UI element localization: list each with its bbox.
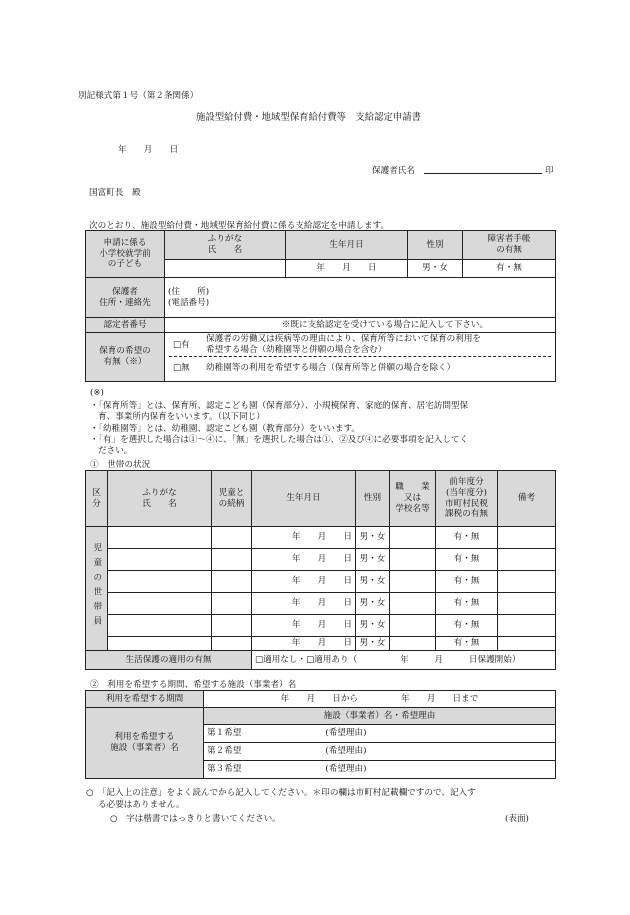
member-name-field[interactable]	[108, 593, 212, 615]
care-wish-yes-text-2: 希望する場合（幼稚園等と併願の場合を含む）	[206, 345, 387, 355]
relation-header: 児童と の続柄	[212, 471, 252, 527]
job-header: 職 業 又は 学校名等	[390, 471, 436, 527]
footer-note-2: ○ 字は楷書ではっきりと書いてください。	[110, 814, 281, 824]
child-name-field[interactable]	[165, 260, 286, 278]
table-row	[86, 549, 556, 571]
member-gender-header: 性別	[356, 471, 390, 527]
guardian-label: 保護者 住所・連絡先	[86, 278, 165, 318]
member-tax-field[interactable]: 有・無	[436, 615, 498, 637]
period-label: 利用を希望する期間	[86, 691, 204, 708]
child-birthdate-field[interactable]: 年 月 日	[286, 260, 408, 278]
household-heading: ① 世帯の状況	[90, 460, 151, 470]
remarks-header: 備考	[498, 471, 556, 527]
member-gender-field[interactable]: 男・女	[356, 615, 390, 637]
member-job-field[interactable]	[390, 637, 436, 651]
member-tax-field[interactable]: 有・無	[436, 549, 498, 571]
member-relation-field[interactable]	[212, 527, 252, 549]
member-birth-field[interactable]: 年 月 日	[252, 549, 356, 571]
facility-heading: ② 利用を希望する期間、希望する施設（事業者）名	[90, 680, 297, 690]
table-row	[86, 527, 556, 549]
member-job-field[interactable]	[390, 615, 436, 637]
member-remarks-field[interactable]	[498, 549, 556, 571]
footer-note-1a: ○ 「記入上の注意」をよく読んでから記入してください。＊印の欄は市町村記載欄ですので、記入す	[86, 788, 476, 798]
table-row	[86, 637, 556, 651]
member-birth-field[interactable]: 年 月 日	[252, 527, 356, 549]
member-name-field[interactable]	[108, 637, 212, 651]
cert-number-note[interactable]: ※既に支給認定を受けている場合に記入して下さい。	[165, 318, 556, 333]
division-header: 区 分	[86, 471, 108, 527]
note-3b: ださい。	[98, 446, 133, 456]
child-disability-field[interactable]: 有・無	[463, 260, 556, 278]
member-name-field[interactable]	[108, 549, 212, 571]
member-name-field[interactable]	[108, 527, 212, 549]
facility-choice-1[interactable]: 第１希望 (希望理由)	[204, 725, 556, 743]
table-row	[86, 571, 556, 593]
note-1a: ・「保育所等」とは、保育所、認定こども園（保育部分）、小規模保育、家庭的保育、居宅訪問型保	[90, 401, 469, 411]
member-name-header: ふりがな 氏 名	[108, 471, 212, 527]
member-remarks-field[interactable]	[498, 527, 556, 549]
member-gender-field[interactable]: 男・女	[356, 637, 390, 651]
member-remarks-field[interactable]	[498, 571, 556, 593]
member-birth-field[interactable]: 年 月 日	[252, 637, 356, 651]
member-birth-field[interactable]: 年 月 日	[252, 571, 356, 593]
gender-header: 性別	[408, 231, 463, 260]
member-name-field[interactable]	[108, 615, 212, 637]
addressee: 国富町長 殿	[89, 188, 141, 198]
member-label: 児童の世帯員	[86, 527, 108, 651]
member-job-field[interactable]	[390, 549, 436, 571]
member-tax-field[interactable]: 有・無	[436, 527, 498, 549]
member-job-field[interactable]	[390, 527, 436, 549]
period-field[interactable]: 年 月 日から 年 月 日まで	[204, 691, 556, 708]
member-relation-field[interactable]	[212, 637, 252, 651]
cert-number-label: 認定者番号	[86, 318, 165, 333]
member-tax-field[interactable]: 有・無	[436, 571, 498, 593]
intro-text: 次のとおり、施設型給付費・地域型保育給付費に係る支給認定を申請します。	[89, 221, 390, 231]
facility-table	[85, 690, 556, 779]
member-remarks-field[interactable]	[498, 615, 556, 637]
member-job-field[interactable]	[390, 593, 436, 615]
member-relation-field[interactable]	[212, 571, 252, 593]
note-1b: 育、事業所内保育をいいます。（以下同じ）	[98, 412, 265, 422]
care-wish-no-text: 幼稚園等の利用を希望する場合（保育所等と併願の場合を除く）	[206, 363, 456, 373]
disability-header: 障害者手帳 の有無	[463, 231, 556, 260]
member-gender-field[interactable]: 男・女	[356, 549, 390, 571]
applicant-table	[85, 230, 556, 382]
member-birth-header: 生年月日	[252, 471, 356, 527]
tax-header: 前年度分 (当年度分) 市町村民税 課税の有無	[436, 471, 498, 527]
member-gender-field[interactable]: 男・女	[356, 571, 390, 593]
care-wish-yes-text-1: 保護者の労働又は疾病等の理由により、保育所等において保育の利用を	[206, 334, 482, 344]
care-wish-label: 保育の希望の 有無（※）	[86, 333, 165, 382]
member-birth-field[interactable]: 年 月 日	[252, 593, 356, 615]
name-header: ふりがな 氏 名	[165, 231, 286, 260]
facility-header: 施設（事業者）名・希望理由	[204, 708, 556, 725]
care-wish-no-checkbox[interactable]: □無	[173, 363, 190, 373]
member-birth-field[interactable]: 年 月 日	[252, 615, 356, 637]
footer-note-1b: る必要はありません。	[98, 800, 185, 810]
guardian-name-field[interactable]	[424, 163, 542, 174]
member-gender-field[interactable]: 男・女	[356, 527, 390, 549]
member-name-field[interactable]	[108, 571, 212, 593]
page-side-label: (表面)	[505, 814, 529, 824]
facility-choice-3[interactable]: 第３希望 (希望理由)	[204, 761, 556, 779]
date-line: 年 月 日	[118, 145, 179, 155]
note-3a: ・「有」を選択した場合は①～④に、「無」を選択した場合は①、②及び④に必要事項を記入してく	[90, 435, 469, 445]
guardian-name-label: 保護者氏名	[372, 166, 415, 176]
seal-mark: 印	[545, 166, 554, 176]
child-label: 申請に係る 小学校就学前 の子ども	[86, 231, 165, 278]
welfare-label: 生活保護の適用の有無	[86, 651, 252, 670]
child-gender-field[interactable]: 男・女	[408, 260, 463, 278]
member-remarks-field[interactable]	[498, 637, 556, 651]
member-job-field[interactable]	[390, 571, 436, 593]
table-row	[86, 615, 556, 637]
care-wish-options	[165, 333, 556, 382]
member-remarks-field[interactable]	[498, 593, 556, 615]
page-title: 施設型給付費・地域型保育給付費等 支給認定申請書	[196, 112, 422, 123]
member-relation-field[interactable]	[212, 549, 252, 571]
member-tax-field[interactable]: 有・無	[436, 637, 498, 651]
notes-mark: (※)	[90, 388, 104, 398]
care-wish-yes-checkbox[interactable]: □有	[173, 340, 190, 350]
facility-choice-2[interactable]: 第２希望 (希望理由)	[204, 743, 556, 761]
table-row	[86, 593, 556, 615]
form-number: 別記様式第１号（第２条関係）	[78, 91, 199, 101]
member-tax-field[interactable]: 有・無	[436, 593, 498, 615]
member-gender-field[interactable]: 男・女	[356, 593, 390, 615]
household-table	[85, 470, 556, 670]
note-2: ・「幼稚園等」とは、幼稚園、認定こども園（教育部分）をいいます。	[90, 424, 361, 434]
facility-label: 利用を希望する 施設（事業者）名	[86, 708, 204, 779]
member-relation-field[interactable]	[212, 615, 252, 637]
member-relation-field[interactable]	[212, 593, 252, 615]
guardian-contact-field[interactable]: (住 所) (電話番号)	[165, 278, 556, 318]
welfare-field[interactable]: □適用なし・□適用あり（ 年 月 日保護開始）	[252, 651, 556, 670]
birthdate-header: 生年月日	[286, 231, 408, 260]
